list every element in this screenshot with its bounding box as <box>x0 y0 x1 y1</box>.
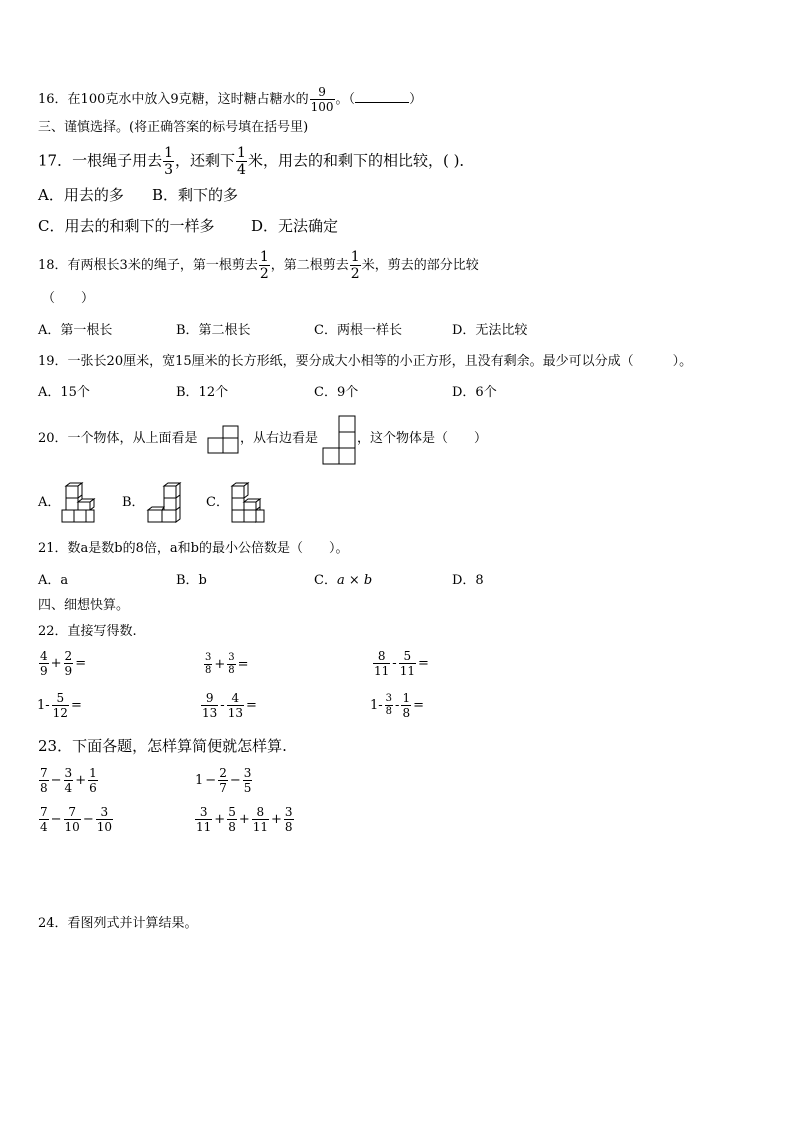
section-3-title: 三、谨慎选择。(将正确答案的标号填在括号里) <box>38 120 309 135</box>
q17-option-c[interactable]: C．用去的和剩下的一样多 <box>38 217 215 235</box>
right-view-figure <box>322 415 356 467</box>
q16-fraction: $\frac{9}{100}$ <box>310 85 334 114</box>
q18-fraction-1: $\frac{1}{2}$ <box>259 249 269 282</box>
question-22-title: 22．直接写得数. <box>38 624 137 639</box>
q23-expr-3: $\frac{7}{4}$ − $\frac{7}{10}$ − $\frac{3}{10}$ <box>40 805 113 834</box>
top-view-figure <box>207 425 239 455</box>
q23-expr-1: $\frac{7}{8}$ − $\frac{3}{4}$ + $\frac{1}{6}$ <box>40 766 97 795</box>
q20-option-a[interactable]: A． <box>38 495 61 510</box>
cube-stack-c-icon <box>230 482 268 524</box>
q16-answer-blank[interactable] <box>355 90 409 103</box>
question-20-part-a: 20．一个物体，从上面看是 <box>38 431 198 446</box>
q21-option-a[interactable]: A．a <box>38 573 69 588</box>
q23-expr-2: 1 − $\frac{2}{7}$ − $\frac{3}{5}$ <box>195 766 252 795</box>
q22-expr-3: $\frac{8}{11}$ - $\frac{5}{11}$ = <box>374 649 429 678</box>
q18-option-a[interactable]: A．第一根长 <box>38 323 113 338</box>
q17-option-a[interactable]: A．用去的多 <box>38 186 124 204</box>
q17-option-b[interactable]: B．剩下的多 <box>152 186 239 204</box>
question-23-title: 23．下面各题，怎样算简便就怎样算. <box>38 737 287 755</box>
q22-expr-5: $\frac{9}{13}$ - $\frac{4}{13}$ = <box>202 691 257 720</box>
q18-option-d[interactable]: D．无法比较 <box>452 323 528 338</box>
q20-option-c[interactable]: C． <box>206 495 229 510</box>
question-16: 16．在100克水中放入9克糖，这时糖占糖水的 $\frac{9}{100}$ 。（ ） <box>38 85 423 114</box>
q22-expr-6: 1- $\frac{3}{8}$ - $\frac{1}{8}$ = <box>370 691 424 720</box>
q19-option-c[interactable]: C．9个 <box>314 385 359 400</box>
question-17: 17．一根绳子用去 $\frac{1}{3}$ ，还剩下 $\frac{1}{4}$ 米，用去的和剩下的相比较，( )． <box>38 145 475 178</box>
q22-expr-1: $\frac{4}{9}$ + $\frac{2}{9}$ = <box>40 649 87 678</box>
q17-fraction-1: $\frac{1}{3}$ <box>164 145 174 178</box>
cube-stack-b-icon <box>146 482 186 524</box>
q17-fraction-2: $\frac{1}{4}$ <box>237 145 246 178</box>
q21-option-c[interactable]: C．a × b <box>314 573 373 588</box>
q17-option-d[interactable]: D．无法确定 <box>251 217 339 235</box>
q21-option-b[interactable]: B．b <box>176 573 207 588</box>
q18-option-c[interactable]: C．两根一样长 <box>314 323 402 338</box>
q19-option-b[interactable]: B．12个 <box>176 385 229 400</box>
q22-expr-4: 1- $\frac{5}{12}$ = <box>37 691 82 720</box>
q16-text: 16．在100克水中放入9克糖，这时糖占糖水的 <box>38 92 309 107</box>
section-4-title: 四、细想快算。 <box>38 598 130 613</box>
q21-option-d[interactable]: D．8 <box>452 573 484 588</box>
q18-option-b[interactable]: B．第二根长 <box>176 323 251 338</box>
q20-option-b[interactable]: B． <box>122 495 145 510</box>
q19-option-a[interactable]: A．15个 <box>38 385 90 400</box>
q23-expr-4: $\frac{3}{11}$ + $\frac{5}{8}$ + $\frac{8}{11}$ + $\frac{3}{8}$ <box>196 805 293 834</box>
question-18: 18．有两根长3米的绳子，第一根剪去 $\frac{1}{2}$ ，第二根剪去 $\frac{1}{2}$ 米，剪去的部分比较 <box>38 249 479 282</box>
q18-fraction-2: $\frac{1}{2}$ <box>350 249 360 282</box>
question-24: 24．看图列式并计算结果。 <box>38 916 198 931</box>
question-20-part-c: ，这个物体是（ ） <box>357 431 488 446</box>
cube-stack-a-icon <box>60 482 98 524</box>
q22-expr-2: $\frac{3}{8}$ + $\frac{3}{8}$ = <box>205 652 249 676</box>
q19-option-d[interactable]: D．6个 <box>452 385 497 400</box>
question-21: 21．数a是数b的8倍，a和b的最小公倍数是（ ）。 <box>38 541 349 556</box>
q18-answer-paren[interactable]: （ ） <box>42 291 95 306</box>
question-19: 19．一张长20厘米，宽15厘米的长方形纸，要分成大小相等的小正方形，且没有剩余。最少可以分成（ ）。 <box>38 354 693 369</box>
question-20-part-b: ，从右边看是 <box>240 431 319 446</box>
